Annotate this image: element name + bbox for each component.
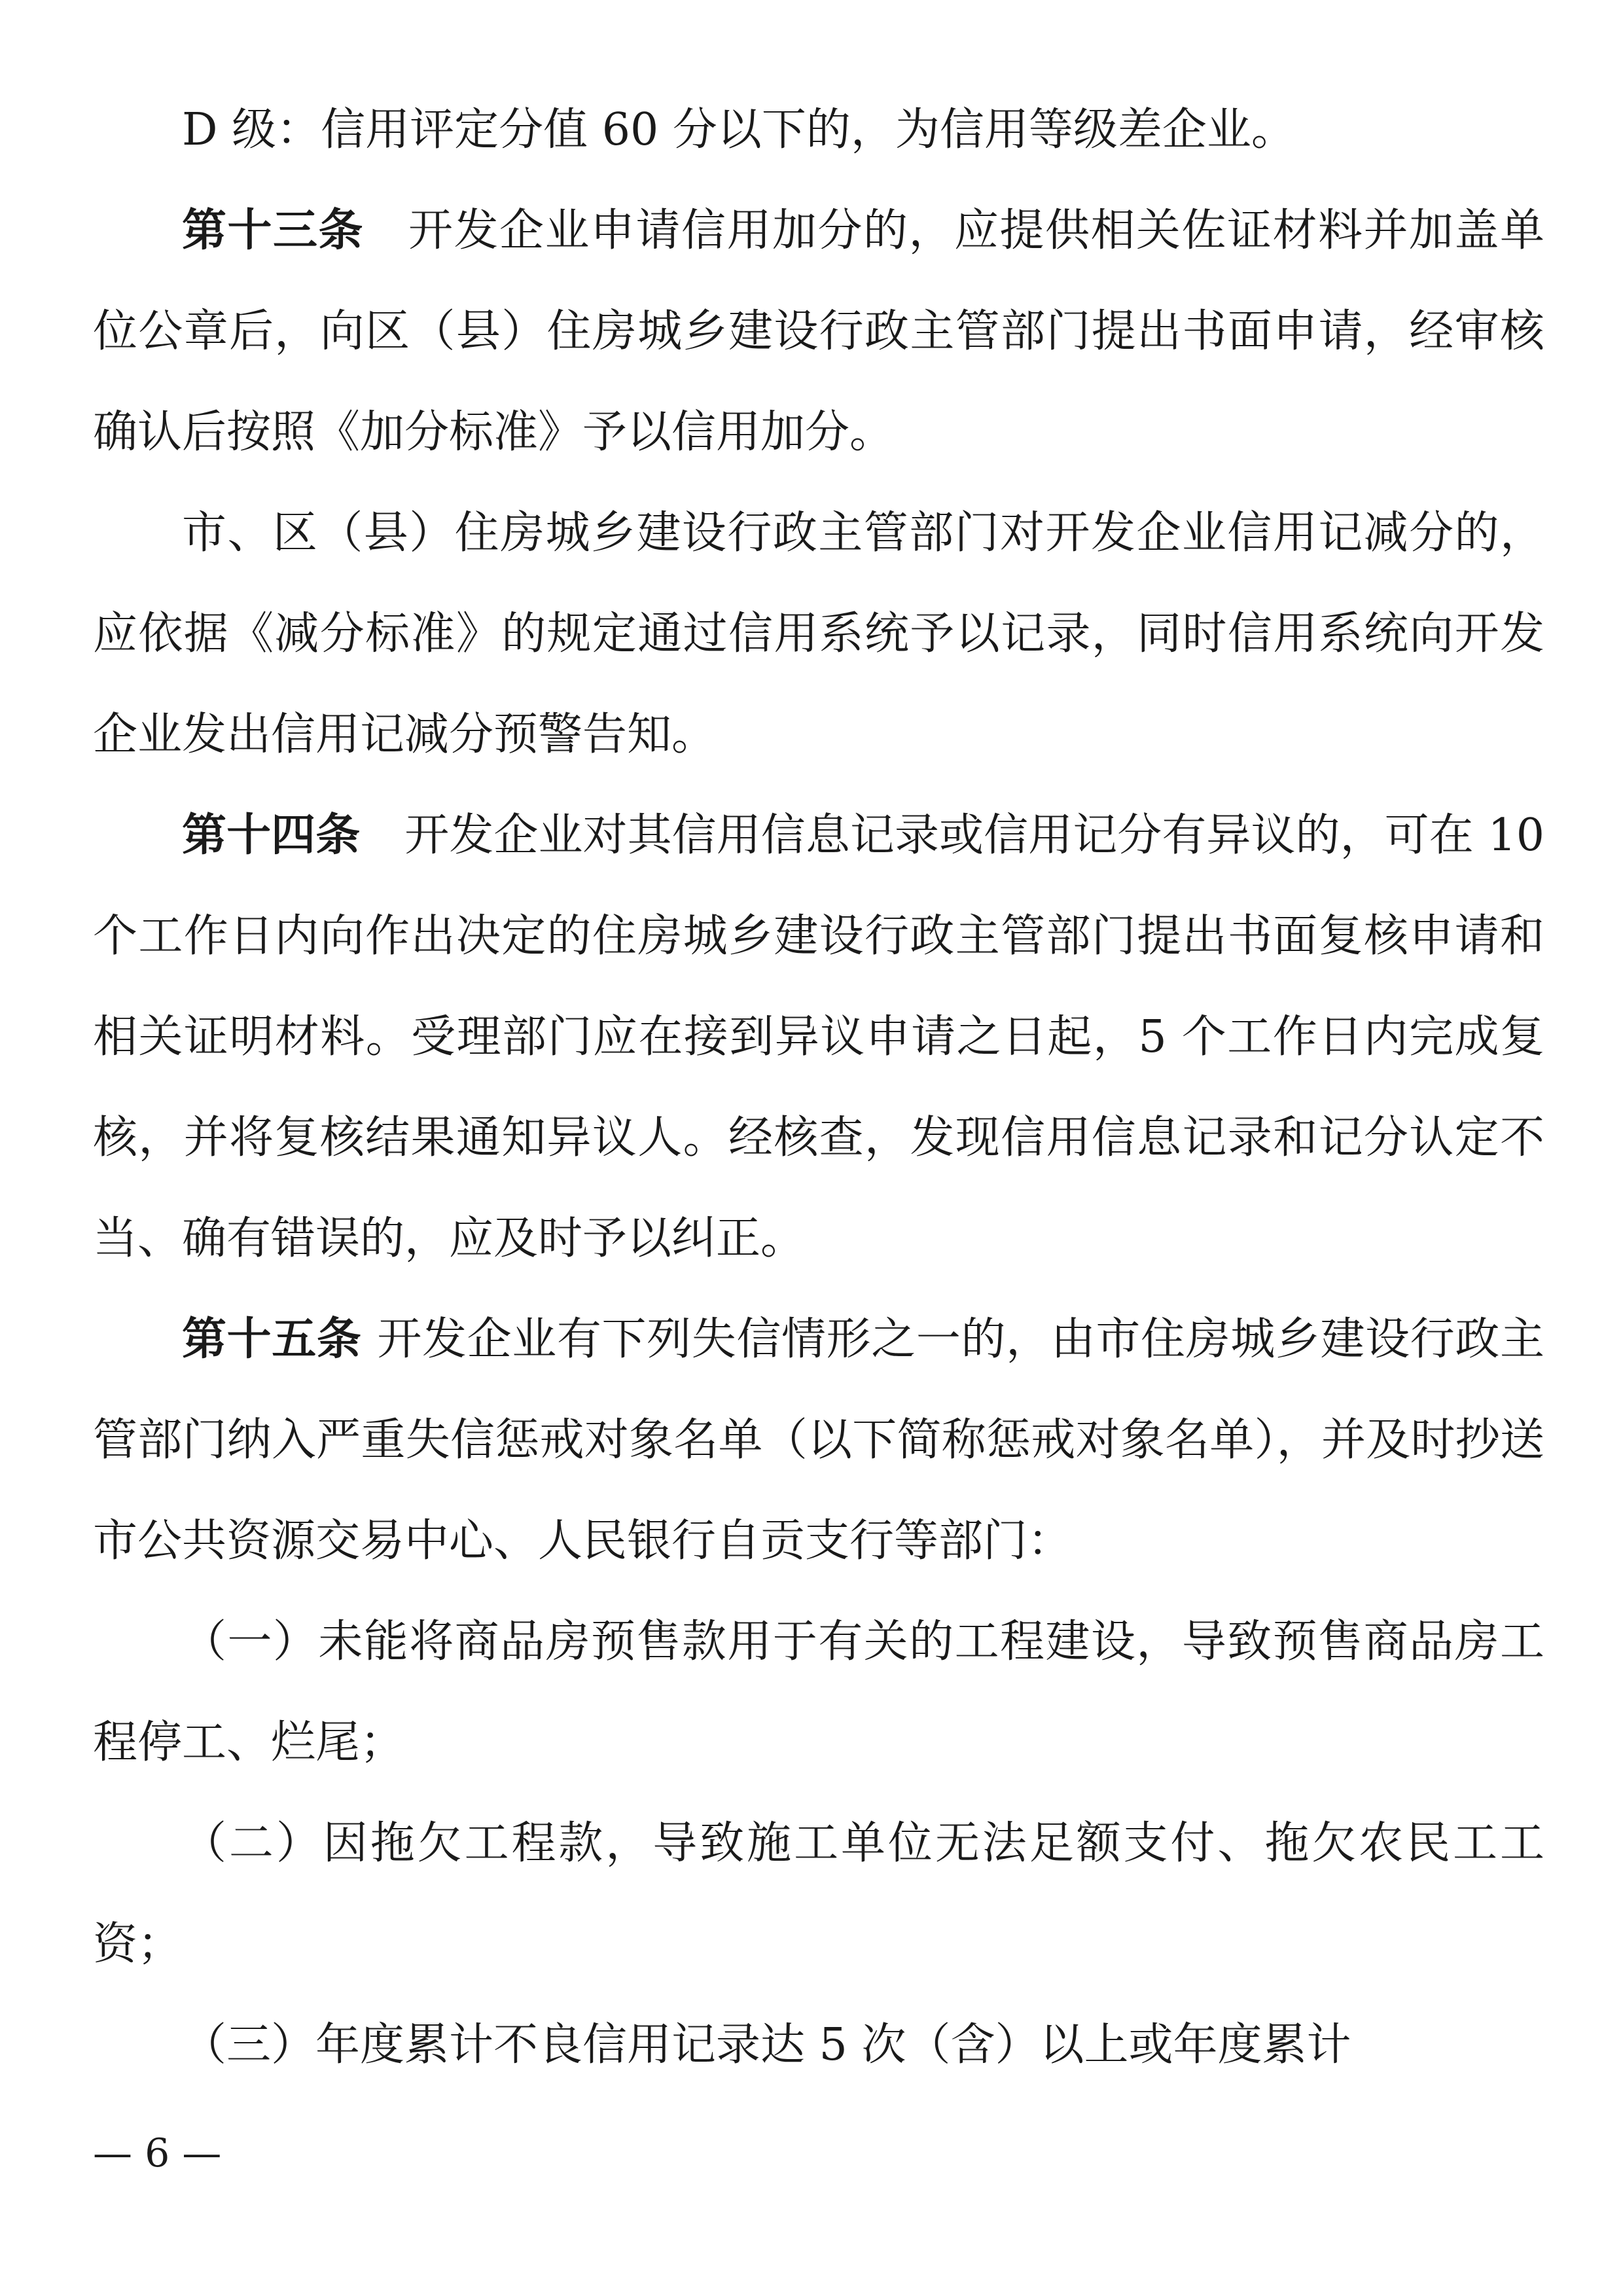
- article-14-paragraph: [93, 785, 1544, 1289]
- paragraph-text: 市、区（县）住房城乡建设行政主管部门对开发企业信用记减分的，应依据《减分标准》的规定通过信用系统予以记录，同时信用系统向开发企业发出信用记减分预警告知。: [93, 507, 1544, 761]
- list-item-1: [93, 1592, 1544, 1793]
- deduction-paragraph: [93, 483, 1544, 785]
- list-item-2: [93, 1793, 1544, 1995]
- list-item-3: [93, 1995, 1544, 2096]
- page-number: — 6 —: [93, 2130, 222, 2176]
- paragraph-text: （一）未能将商品房预售款用于有关的工程建设，导致预售商品房工程停工、烂尾；: [93, 1616, 1544, 1768]
- paragraph-grade-d: [93, 80, 1544, 181]
- article-14-heading: 第十四条: [182, 810, 361, 861]
- paragraph-text: （二）因拖欠工程款，导致施工单位无法足额支付、拖欠农民工工资；: [93, 1818, 1544, 1970]
- paragraph-text: 开发企业申请信用加分的，应提供相关佐证材料并加盖单位公章后，向区（县）住房城乡建设行政主管部门提出书面申请，经审核确认后按照《加分标准》予以信用加分。: [93, 205, 1544, 458]
- article-15-heading: 第十五条: [182, 1314, 362, 1365]
- paragraph-text: 开发企业有下列失信情形之一的，由市住房城乡建设行政主管部门纳入严重失信惩戒对象名单（以下简称惩戒对象名单），并及时抄送市公共资源交易中心、人民银行自贡支行等部门：: [93, 1314, 1544, 1567]
- paragraph-text: （三）年度累计不良信用记录达 5 次（含）以上或年度累计: [182, 2019, 1351, 2071]
- paragraph-text: D 级：信用评定分值 60 分以下的，为信用等级差企业。: [182, 104, 1296, 156]
- article-15-paragraph: [93, 1289, 1544, 1592]
- article-13-paragraph: [93, 181, 1544, 483]
- paragraph-text: 开发企业对其信用信息记录或信用记分有异议的，可在 10 个工作日内向作出决定的住房城乡建设行政主管部门提出书面复核申请和相关证明材料。受理部门应在接到异议申请之日起，5 个工作日内完成复核，并将复核结果通知异议人。经核查，发现信用信息记录和记分认定不当、确有错误的，应及时予以纠正。: [93, 810, 1544, 1265]
- document-body: [93, 80, 1544, 2096]
- article-13-heading: 第十三条: [182, 205, 364, 257]
